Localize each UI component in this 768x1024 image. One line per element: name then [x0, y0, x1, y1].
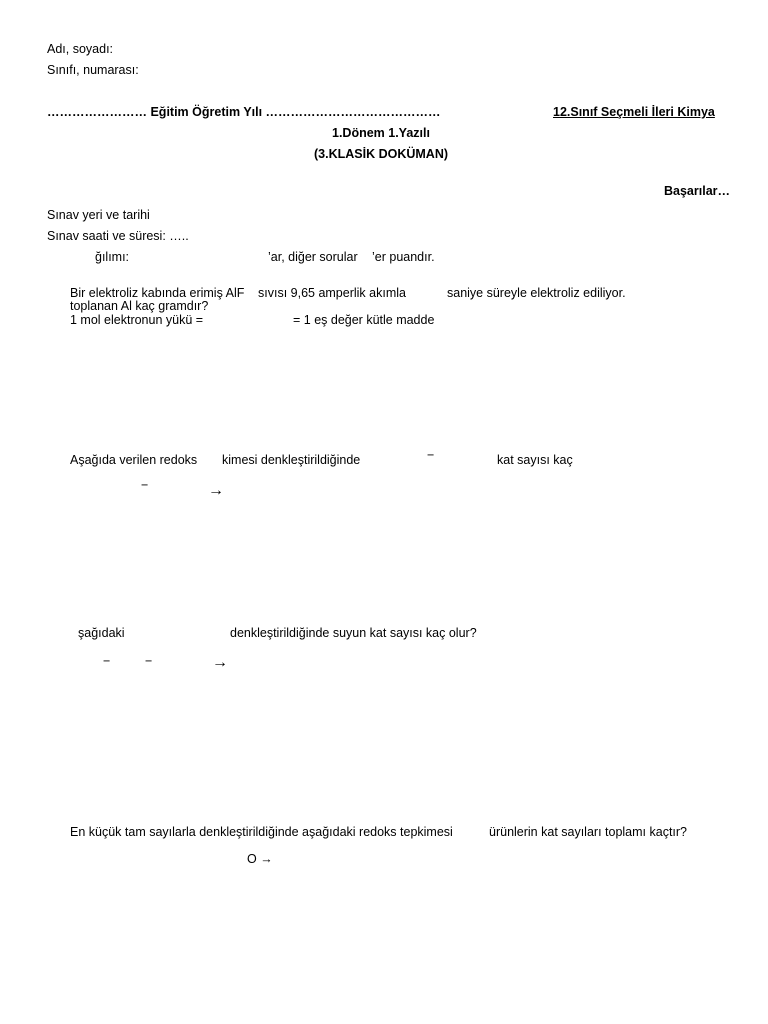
- scoring-text-b: ’ar, diğer sorular: [268, 250, 358, 264]
- exam-place-label: Sınav yeri ve tarihi: [47, 208, 150, 222]
- q3-text-a: şağıdaki: [78, 626, 125, 640]
- q3-minus-superscript-2: −: [145, 654, 153, 668]
- q3-minus-superscript-1: −: [103, 654, 111, 668]
- term-title: 1.Dönem 1.Yazılı: [332, 126, 430, 140]
- q1-text-c: saniye süreyle elektroliz ediliyor.: [447, 286, 626, 300]
- document-type: (3.KLASİK DOKÜMAN): [314, 147, 449, 161]
- name-label: Adı, soyadı:: [47, 42, 114, 56]
- good-luck-text: Başarılar…: [664, 184, 731, 198]
- q1-equivalent-label: = 1 eş değer kütle madde: [293, 313, 435, 327]
- course-title: 12.Sınıf Seçmeli İleri Kimya: [553, 105, 715, 119]
- q4-text-b: ürünlerin kat sayıları toplamı kaçtır?: [489, 825, 687, 839]
- q1-text-a: Bir elektroliz kabında erimiş AlF: [70, 286, 245, 300]
- scoring-text-c: ’er puandır.: [372, 250, 435, 264]
- academic-year-line: …………………… Eğitim Öğretim Yılı ……………………………………: [47, 105, 441, 119]
- class-label: Sınıfı, numarası:: [47, 63, 139, 77]
- q1-charge-label: 1 mol elektronun yükü =: [70, 313, 204, 327]
- q2-minus-superscript-2: −: [141, 478, 149, 492]
- q1-text-b: sıvısı 9,65 amperlik akımla: [258, 286, 406, 300]
- q2-text-a: Aşağıda verilen redoks: [70, 453, 198, 467]
- q4-text-a: En küçük tam sayılarla denkleştirildiğinde aşağıdaki redoks tepkimesi: [70, 825, 453, 839]
- scoring-text-a: ğılımı:: [95, 250, 130, 264]
- q2-text-c: kat sayısı kaç: [497, 453, 573, 467]
- q2-minus-superscript-1: −: [427, 448, 435, 462]
- q2-reaction-arrow: →: [208, 482, 224, 499]
- q2-text-b: kimesi denkleştirildiğinde: [222, 453, 361, 467]
- q3-text-b: denkleştirildiğinde suyun kat sayısı kaç olur?: [230, 626, 477, 640]
- q4-reaction-fragment: O →: [247, 852, 273, 866]
- exam-time-label: Sınav saati ve süresi: …..: [47, 229, 189, 243]
- q1-question-line: toplanan Al kaç gramdır?: [70, 299, 209, 313]
- q3-reaction-arrow: →: [212, 654, 228, 671]
